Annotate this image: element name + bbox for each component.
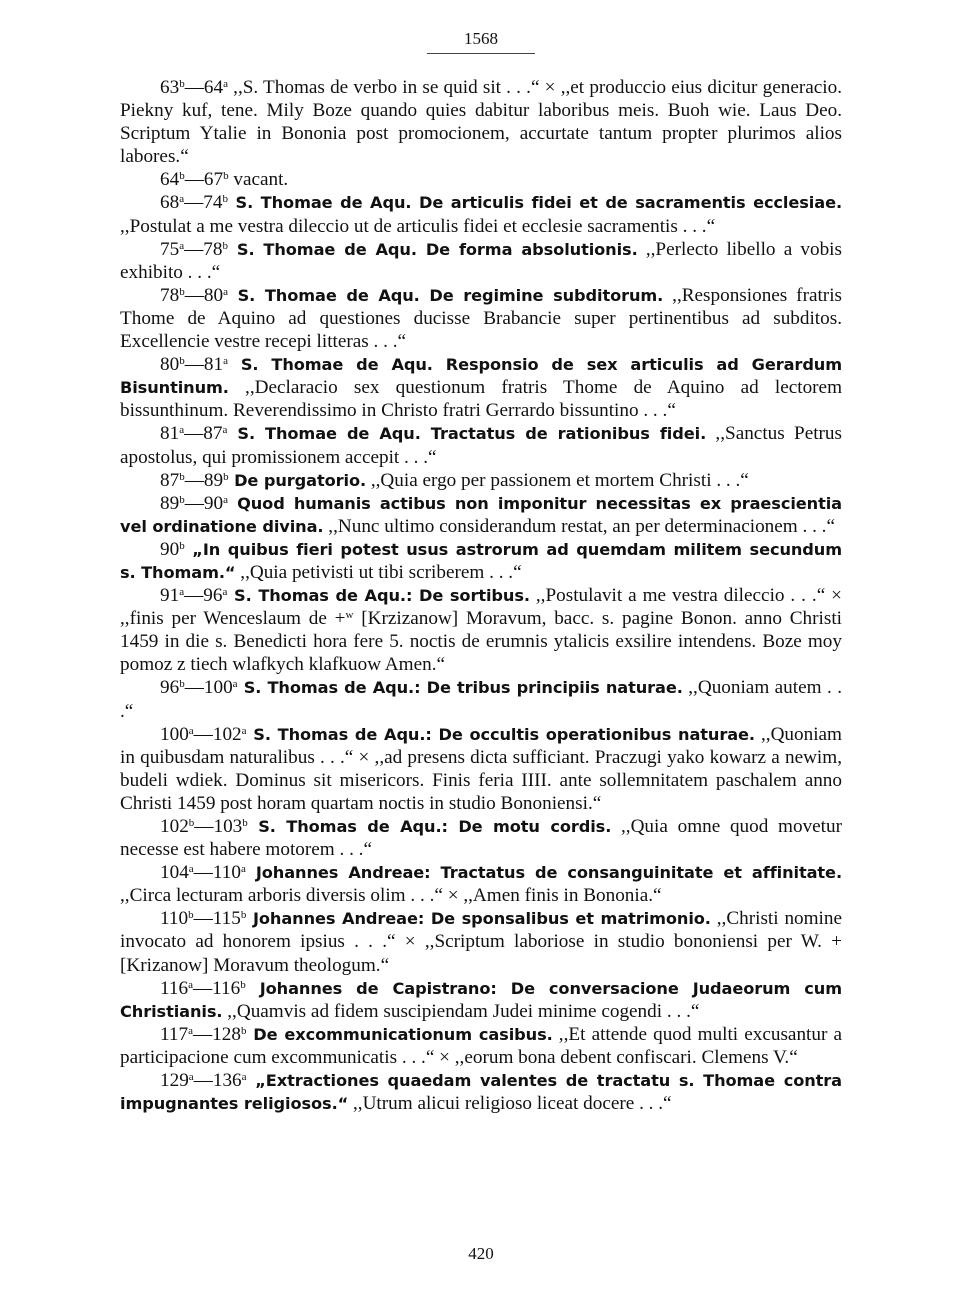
entry-title: De purgatorio. <box>228 470 367 490</box>
catalog-entry <box>120 76 842 168</box>
catalog-entry <box>120 538 842 584</box>
folio-reference: 68$^a$—74$^b$ <box>160 192 228 214</box>
entry-title: Quod humanis actibus non imponitur necessitas ex praescientia vel ordinatione divina. <box>120 493 842 536</box>
folio-reference: 104$^a$—110$^a$ <box>160 862 246 884</box>
entry-title: De excommunicationum casibus. <box>246 1024 553 1044</box>
folio-reference: 102$^b$—103$^b$ <box>160 816 248 837</box>
folio-reference: 78$^b$—80$^a$ <box>160 284 228 306</box>
folio-reference: 90$^b$ <box>160 538 185 560</box>
page-number-bottom: 420 <box>468 1244 494 1263</box>
catalog-entry <box>120 977 842 1023</box>
entry-title: Johannes de Capistrano: De conversacione Judaeorum cum Christianis. <box>120 978 842 1021</box>
entry-title: Johannes Andreae: De sponsalibus et matrimonio. <box>246 909 711 929</box>
folio-reference: 96$^b$—100$^a$ <box>160 677 238 699</box>
entry-text: ,,Postulat a me vestra dileccio ut de articulis fidei et ecclesie sacramentis . . .“ <box>120 215 716 237</box>
entry-title: „In quibus fieri potest usus astrorum ad quemdam militem secundum s. Thomam.“ <box>120 539 842 582</box>
entry-text: ,,Christi nomine invocato ad honorem ipsius . . .“ × ,,Scriptum laboriose in studio bononiensi per W. + [Krizanow] Moravum theologum.“ <box>120 908 842 976</box>
document-page <box>120 28 842 1268</box>
folio-reference: 75$^a$—78$^b$ <box>160 238 228 260</box>
catalog-entry <box>120 238 842 284</box>
header-rule <box>427 53 535 54</box>
catalog-entry <box>120 676 842 722</box>
entry-text: ,,Quia petivisti ut tibi scriberem . . .“ <box>235 561 522 583</box>
folio-reference: 81$^a$—87$^a$ <box>160 423 228 445</box>
folio-reference: 117$^a$—128$^b$ <box>160 1023 247 1045</box>
entry-title: S. Thomae de Aqu. Tractatus de rationibus fidei. <box>227 424 707 444</box>
folio-reference: 110$^b$—115$^b$ <box>160 908 247 930</box>
entry-title: Johannes Andreae: Tractatus de consanguinitate et affinitate. <box>245 863 842 883</box>
entry-text: ,,S. Thomas de verbo in se quid sit . . .“ × ,,et produccio eius dicitur generacio. Piekny kuf, tene. Mily Boze quando quies dabitur laboribus meis. Buoh wie. Laus Deo. Scriptum Ytalie in Bononia post promocionem, accurtate tantum propter plurimos alios labores.“ <box>120 77 842 168</box>
catalog-entry <box>120 584 842 676</box>
catalog-entry <box>120 815 842 861</box>
entry-title: S. Thomas de Aqu.: De sortibus. <box>227 586 530 606</box>
catalog-entry <box>120 168 842 191</box>
folio-reference: 91$^a$—96$^a$ <box>160 585 228 607</box>
entry-text: ,,Utrum alicui religioso liceat docere . . .“ <box>348 1093 672 1115</box>
catalog-entry <box>120 723 842 815</box>
catalog-entry <box>120 469 842 492</box>
folio-reference: 129$^a$—136$^a$ <box>160 1070 247 1092</box>
entry-text: ,,Quamvis ad fidem suscipiendam Judei minime cogendi . . .“ <box>222 1000 700 1022</box>
entry-text: ,,Declaracio sex questionum fratris Thome de Aquino ad lectorem bissunthinum. Reverendissimo in Christo fratri Gerrardo bissuntino . . .“ <box>120 377 842 422</box>
entry-text: vacant. <box>228 169 289 191</box>
entry-title: S. Thomae de Aqu. Responsio de sex articulis ad Gerardum Bisuntinum. <box>120 355 842 398</box>
entry-title: S. Thomae de Aqu. De forma absolutionis. <box>227 239 638 259</box>
catalog-entry <box>120 861 842 907</box>
folio-reference: 89$^b$—90$^a$ <box>160 492 228 514</box>
entry-text: ,,Responsiones fratris Thome de Aquino ad questiones ducisse Brabancie super pertinentibus ad subditos. Excellencie vestre recepi litteras . . .“ <box>120 284 842 353</box>
folio-reference: 80$^b$—81$^a$ <box>160 354 228 376</box>
catalog-entries <box>120 76 842 1115</box>
catalog-entry <box>120 422 842 468</box>
entry-text: ,,Nunc ultimo considerandum restat, an per determinacionem . . .“ <box>323 515 835 537</box>
entry-text: ,,Perlecto libello a vobis exhibito . . .“ <box>120 238 842 283</box>
entry-title: S. Thomas de Aqu.: De occultis operationibus naturae. <box>246 724 755 744</box>
folio-reference: 63$^b$—64$^a$ <box>160 77 228 98</box>
entry-text: ,,Circa lecturam arboris diversis olim . . .“ × ,,Amen finis in Bononia.“ <box>120 885 662 907</box>
entry-title: S. Thomas de Aqu.: De motu cordis. <box>247 817 612 836</box>
entry-title: S. Thomas de Aqu.: De tribus principiis naturae. <box>237 678 683 698</box>
entry-title: „Extractiones quaedam valentes de tractatu s. Thomae contra impugnantes religiosos.“ <box>120 1071 842 1114</box>
folio-reference: 64$^b$—67$^b$ <box>160 169 229 191</box>
catalog-entry <box>120 492 842 538</box>
entry-title: S. Thomae de Aqu. De regimine subditorum. <box>227 285 664 305</box>
catalog-entry <box>120 191 842 237</box>
folio-reference: 87$^b$—89$^b$ <box>160 469 229 491</box>
page-number-top: 1568 <box>464 29 498 48</box>
entry-text: ,,Quia omne quod movetur necesse est habere motorem . . .“ <box>120 816 842 861</box>
entry-title: S. Thomae de Aqu. De articulis fidei et de sacramentis ecclesiae. <box>227 193 842 213</box>
catalog-entry <box>120 353 842 422</box>
entry-text: ,,Quia ergo per passionem et mortem Christi . . .“ <box>366 469 749 491</box>
folio-reference: 116$^a$—116$^b$ <box>160 977 246 999</box>
catalog-entry <box>120 284 842 353</box>
entry-text: ,,Quoniam autem . . .“ <box>120 677 843 722</box>
catalog-entry <box>120 1023 842 1069</box>
folio-reference: 100$^a$—102$^a$ <box>160 723 247 745</box>
entry-text: ,,Et attende quod multi excusantur a participacione cum excommunicatis . . .“ × ,,eorum bona debent confiscari. Clemens V.“ <box>120 1023 843 1068</box>
catalog-entry <box>120 907 842 976</box>
entry-text: ,,Quoniam in quibusdam naturalibus . . .“ × ,,ad presens dicta sufficiant. Praczugi yako kowarz a newim, budeli wdiek. Dominus sit misericors. Finis feria IIII. ante sollemnitatem paschalem anno Christi 1459 post horam quartam noctis in studio Bononiensi.“ <box>120 723 842 814</box>
entry-text: ,,Postulavit a me vestra dileccio . . .“ × ,,finis per Wenceslaum de +$^w$ [Krzizanow] Moravum, bacc. s. pagine Bonon. anno Christi 1459 in die s. Benedicti hora fere 5. noctis de erumnis ytalicis exsilire intendens. Boze moy pomoz z tiech wlafkych klafkuow Amen.“ <box>120 585 842 676</box>
catalog-entry <box>120 1069 842 1115</box>
entry-text: ,,Sanctus Petrus apostolus, qui promissionem accepit . . .“ <box>120 423 842 468</box>
